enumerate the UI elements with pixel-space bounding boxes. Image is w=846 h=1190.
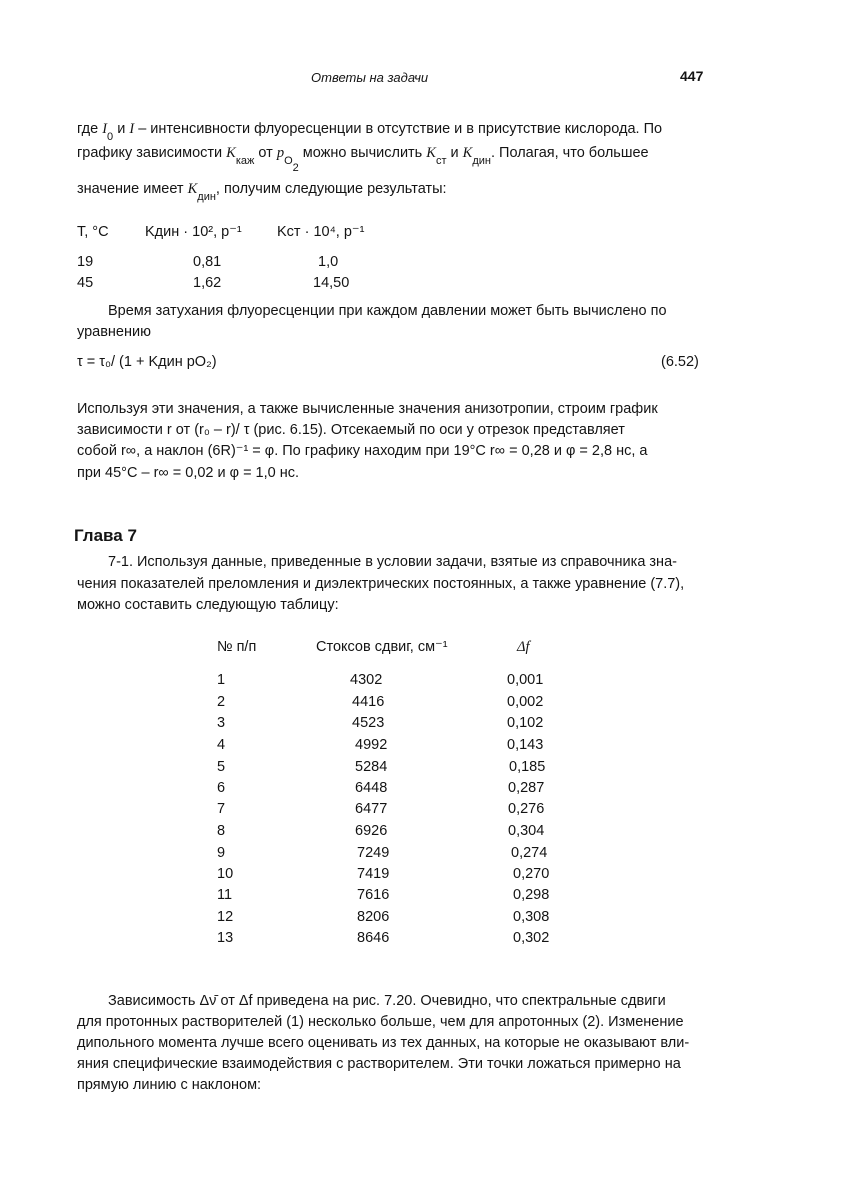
- table2-cell: 0,304: [508, 823, 545, 839]
- paragraph4-line3: можно составить следующую таблицу:: [77, 597, 339, 613]
- chapter-heading: Глава 7: [74, 526, 137, 545]
- table2-cell: 4: [217, 737, 226, 753]
- table2-cell: 6448: [355, 780, 388, 796]
- table2-cell: 3: [217, 715, 226, 731]
- paragraph1-line2: графику зависимости $K_{каж}$ от $p_{O_2}$ можно вычислить $K_{ст}$ и $K_{дин}$. Полагая, что большее: [77, 145, 649, 174]
- table2-cell: 0,270: [513, 866, 550, 882]
- table2-cell: 4992: [355, 737, 388, 753]
- table2-cell: 6: [217, 780, 226, 796]
- table2-header-number: № п/п: [217, 639, 257, 655]
- table1-header-temperature: T, °C: [77, 224, 109, 240]
- table1-header-kst: Kст · 10⁴, p⁻¹: [277, 224, 365, 240]
- table2-cell: 8: [217, 823, 226, 839]
- paragraph2-line1: Время затухания флуоресценции при каждом давлении может быть вычислено по: [108, 303, 667, 319]
- paragraph3-line2: зависимости r от (r₀ – r)/ τ (рис. 6.15). Отсекаемый по оси y отрезок представляет: [77, 422, 625, 438]
- table1-cell: 14,50: [313, 275, 350, 291]
- table2-cell: 5: [217, 759, 226, 775]
- table2-cell: 9: [217, 845, 226, 861]
- table1-cell: 1,62: [193, 275, 222, 291]
- table2-cell: 4523: [352, 715, 385, 731]
- table2-header-stokes-shift: Стоксов сдвиг, см⁻¹: [316, 639, 448, 655]
- paragraph2-line2: уравнению: [77, 324, 151, 340]
- table1-cell: 45: [77, 275, 94, 291]
- paragraph3-line4: при 45°C – r∞ = 0,02 и φ = 1,0 нс.: [77, 465, 300, 481]
- table1-cell: 19: [77, 254, 94, 270]
- paragraph1-line3: значение имеет $K_{дин}$, получим следующие результаты:: [77, 181, 447, 203]
- table2-cell: 0,298: [513, 887, 550, 903]
- equation-number: (6.52): [661, 354, 699, 370]
- table2-cell: 8206: [357, 909, 390, 925]
- table2-cell: 8646: [357, 930, 390, 946]
- paragraph3-line1: Используя эти значения, а также вычисленные значения анизотропии, строим график: [77, 401, 658, 417]
- table2-cell: 0,274: [511, 845, 548, 861]
- table2-cell: 7: [217, 801, 226, 817]
- table2-cell: 0,185: [509, 759, 546, 775]
- table2-cell: 0,102: [507, 715, 544, 731]
- table2-cell: 13: [217, 930, 234, 946]
- table2-cell: 0,002: [507, 694, 544, 710]
- table2-cell: 6926: [355, 823, 388, 839]
- paragraph5-line5: прямую линию с наклоном:: [77, 1077, 262, 1093]
- table2-header-delta-f: Δf: [517, 639, 530, 655]
- paragraph5-line3: дипольного момента лучше всего оценивать из тех данных, на которые не оказывают вли-: [77, 1035, 690, 1051]
- paragraph5-line4: яния специфические взаимодействия с растворителем. Эти точки ложаться примерно на: [77, 1056, 681, 1072]
- table2-cell: 7419: [357, 866, 390, 882]
- table2-cell: 0,001: [507, 672, 544, 688]
- paragraph1-line1: где $I_0$ и I – интенсивности флуоресценции в отсутствие и в присутствие кислорода. По: [77, 121, 663, 143]
- table1-cell: 0,81: [193, 254, 222, 270]
- table2-cell: 5284: [355, 759, 388, 775]
- table2-cell: 0,287: [508, 780, 545, 796]
- paragraph5-line2: для протонных растворителей (1) несколько больше, чем для апротонных (2). Изменение: [77, 1014, 684, 1030]
- paragraph4-line1: 7-1. Используя данные, приведенные в условии задачи, взятые из справочника зна-: [108, 554, 677, 570]
- table2-cell: 2: [217, 694, 226, 710]
- table2-cell: 0,302: [513, 930, 550, 946]
- table2-cell: 6477: [355, 801, 388, 817]
- table1-cell: 1,0: [318, 254, 339, 270]
- table2-cell: 4302: [350, 672, 383, 688]
- running-header-title: Ответы на задачи: [311, 70, 429, 85]
- paragraph4-line2: чения показателей преломления и диэлектрических постоянных, а также уравнение (7.7),: [77, 576, 685, 592]
- table1-header-kdin: Kдин · 10², p⁻¹: [145, 224, 242, 240]
- equation-6-52: τ = τ₀/ (1 + Kдин pO₂): [77, 354, 217, 370]
- table2-cell: 11: [217, 887, 233, 903]
- table2-cell: 12: [217, 909, 234, 925]
- page-number: 447: [680, 68, 704, 84]
- table2-cell: 0,276: [508, 801, 545, 817]
- table2-cell: 0,143: [507, 737, 544, 753]
- paragraph5-line1: Зависимость Δν̄ от Δf приведена на рис. 7.20. Очевидно, что спектральные сдвиги: [108, 993, 666, 1009]
- table2-cell: 1: [217, 672, 226, 688]
- table2-cell: 7616: [357, 887, 390, 903]
- table2-cell: 10: [217, 866, 234, 882]
- paragraph3-line3: собой r∞, а наклон (6R)⁻¹ = φ. По графику находим при 19°C r∞ = 0,28 и φ = 2,8 нс, а: [77, 443, 648, 459]
- table2-cell: 0,308: [513, 909, 550, 925]
- table2-cell: 4416: [352, 694, 385, 710]
- table2-cell: 7249: [357, 845, 390, 861]
